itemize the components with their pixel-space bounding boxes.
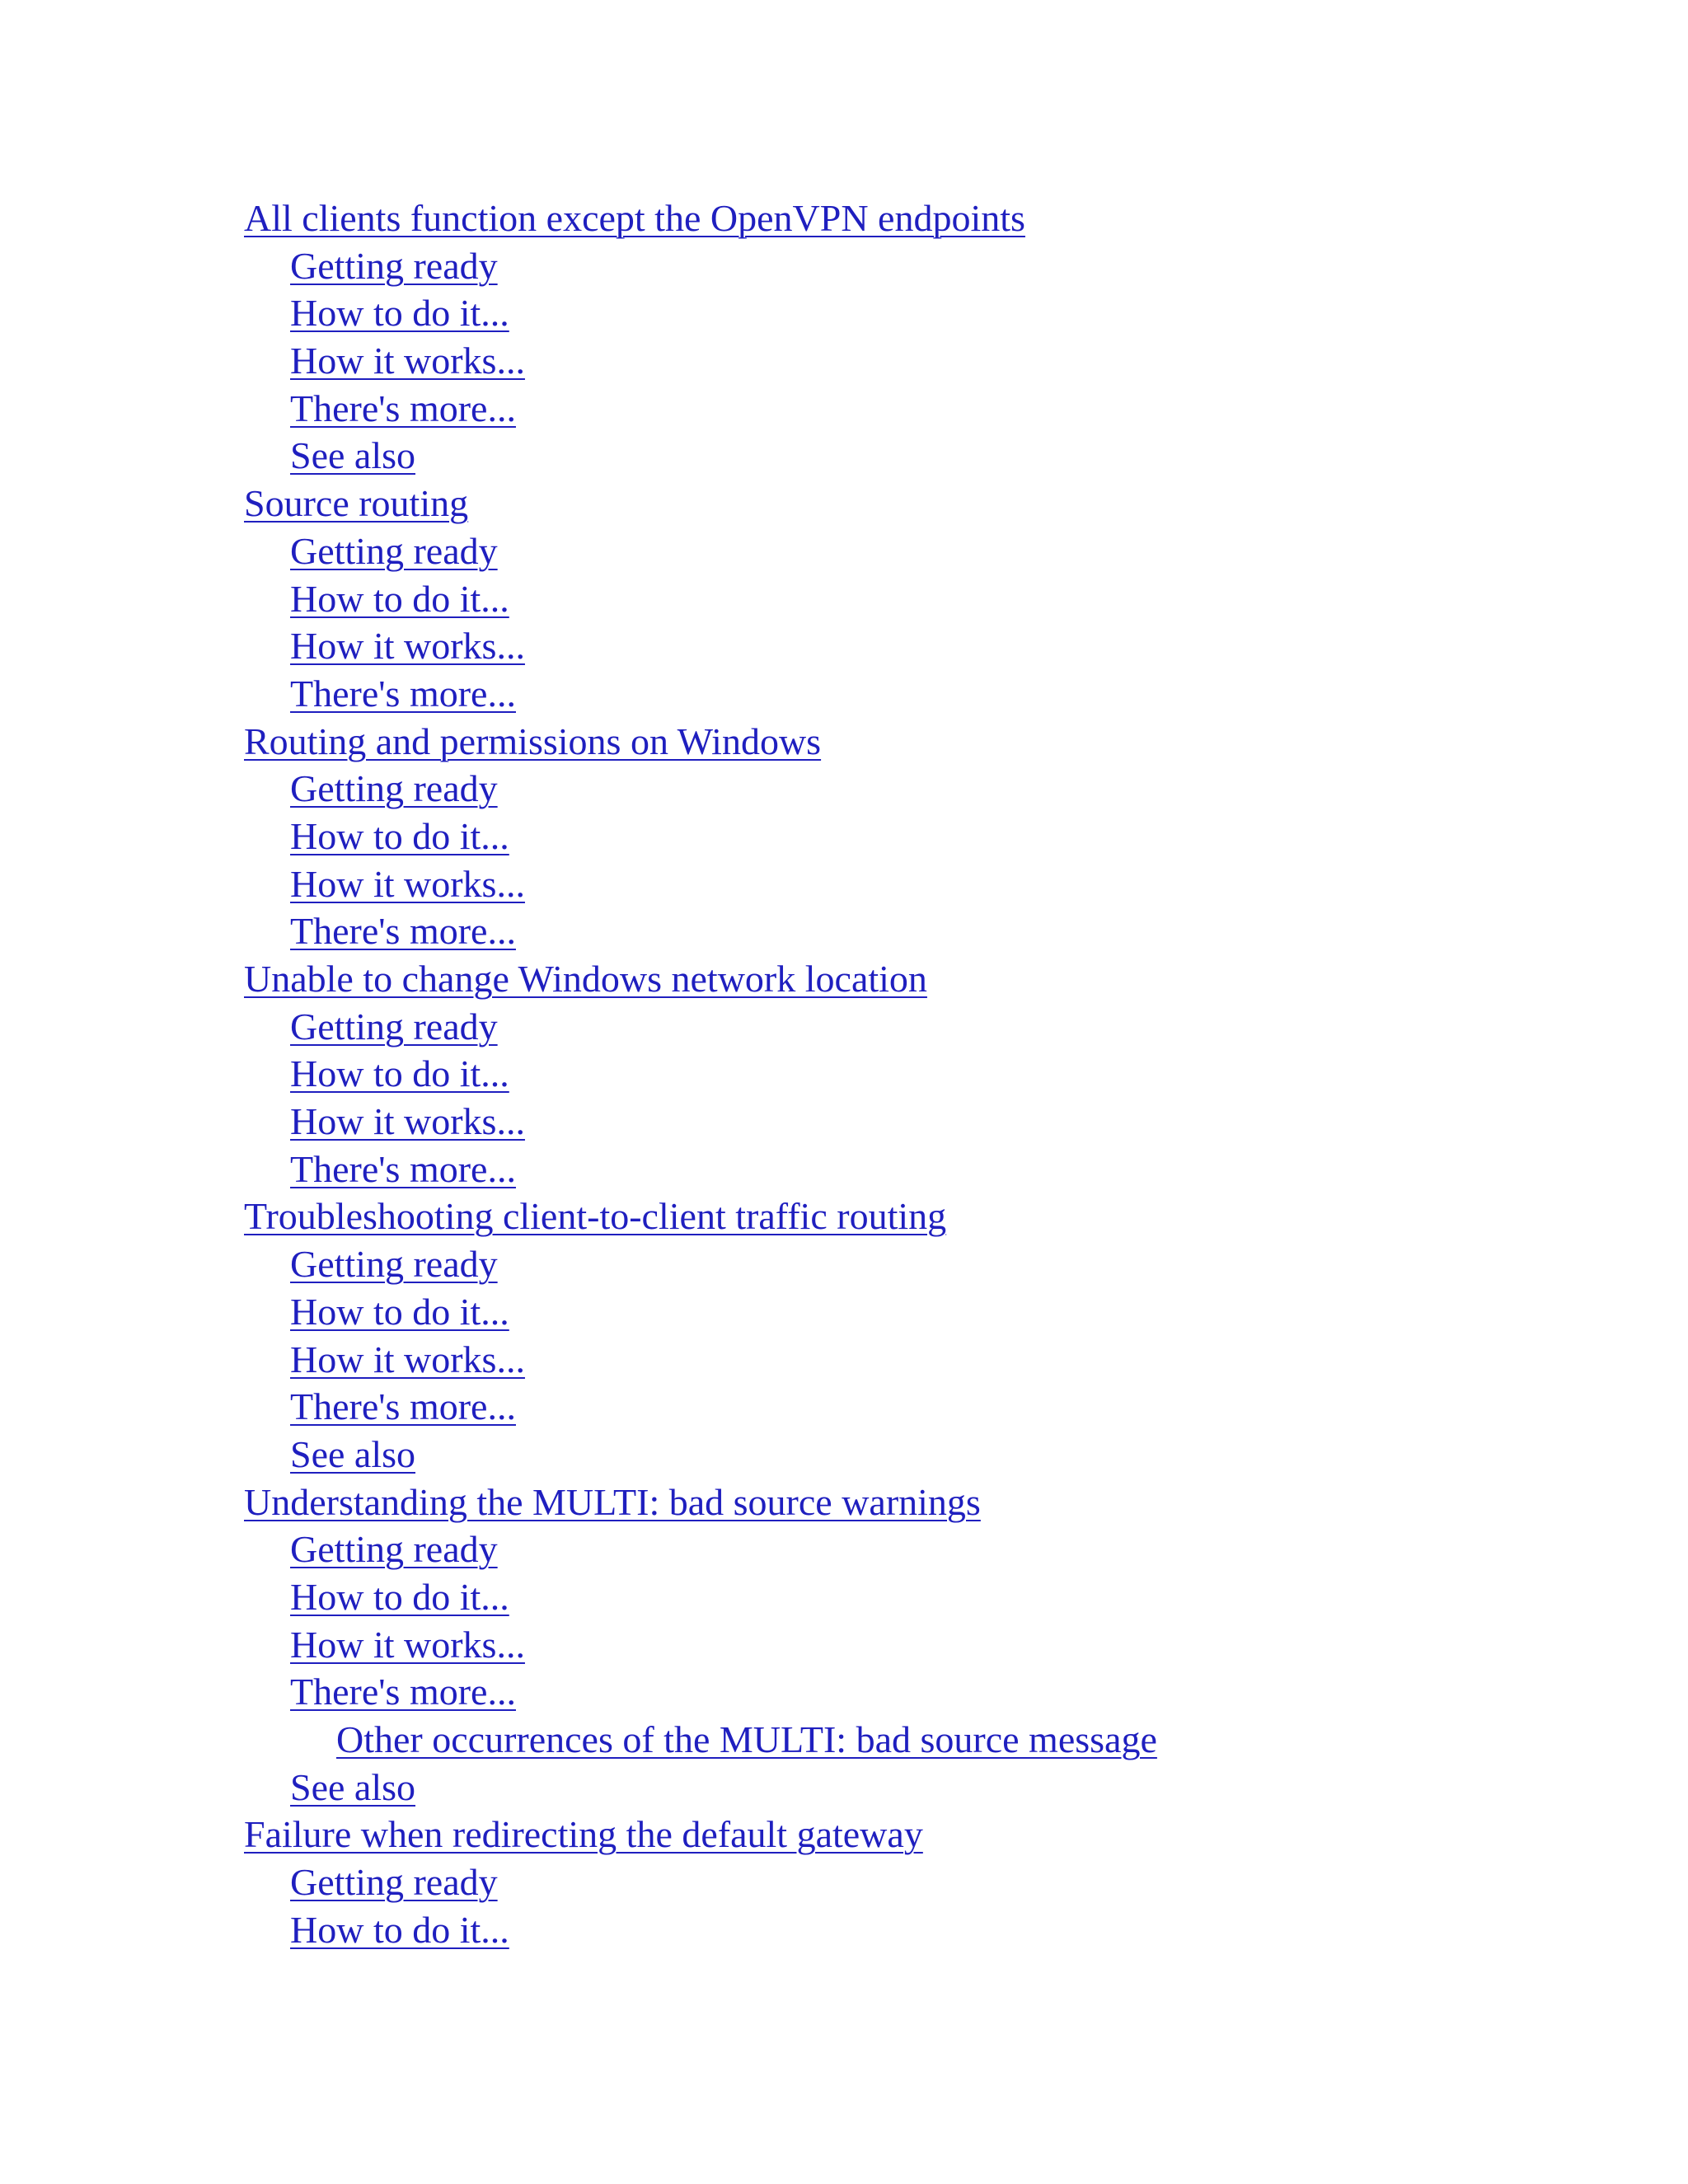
toc-entry bbox=[244, 1621, 1157, 1669]
toc-entry bbox=[244, 1003, 1157, 1051]
toc-link[interactable]: Routing and permissions on Windows bbox=[244, 719, 822, 762]
toc-link[interactable]: How to do it... bbox=[290, 1908, 509, 1951]
toc-entry bbox=[244, 432, 1157, 480]
toc-link[interactable]: How to do it... bbox=[290, 1575, 509, 1618]
toc-entry bbox=[244, 1858, 1157, 1906]
toc-entry bbox=[244, 1240, 1157, 1288]
toc-link[interactable]: There's more... bbox=[290, 1147, 516, 1190]
toc-entry bbox=[244, 1146, 1157, 1193]
toc-entry bbox=[244, 622, 1157, 670]
toc-link[interactable]: Getting ready bbox=[290, 244, 498, 287]
toc-entry bbox=[244, 242, 1157, 290]
toc-entry bbox=[244, 194, 1157, 242]
toc-entry bbox=[244, 1668, 1157, 1716]
toc-entry bbox=[244, 289, 1157, 337]
toc-entry bbox=[244, 1526, 1157, 1573]
toc-link[interactable]: Failure when redirecting the default gateway bbox=[244, 1813, 923, 1856]
toc-link[interactable]: Getting ready bbox=[290, 1528, 498, 1571]
toc-entry bbox=[244, 480, 1157, 527]
toc-entry bbox=[244, 337, 1157, 385]
toc-link[interactable]: How it works... bbox=[290, 1623, 525, 1666]
toc-entry bbox=[244, 1336, 1157, 1384]
toc-entry bbox=[244, 907, 1157, 955]
toc-entry bbox=[244, 1906, 1157, 1954]
toc-entry bbox=[244, 670, 1157, 718]
toc-link[interactable]: Getting ready bbox=[290, 529, 498, 572]
toc-link[interactable]: All clients function except the OpenVPN endpoints bbox=[244, 197, 1025, 239]
toc-entry bbox=[244, 1716, 1157, 1764]
toc-entry bbox=[244, 718, 1157, 766]
toc-entry bbox=[244, 1764, 1157, 1811]
toc-link[interactable]: Understanding the MULTI: bad source warnings bbox=[244, 1480, 981, 1523]
toc-entry bbox=[244, 1098, 1157, 1146]
toc-entry bbox=[244, 1193, 1157, 1240]
toc-entry bbox=[244, 955, 1157, 1003]
toc-link[interactable]: Getting ready bbox=[290, 1243, 498, 1286]
toc-entry bbox=[244, 860, 1157, 908]
table-of-contents bbox=[244, 194, 1157, 1953]
toc-link[interactable]: There's more... bbox=[290, 910, 516, 953]
toc-link[interactable]: There's more... bbox=[290, 1385, 516, 1428]
toc-link[interactable]: Unable to change Windows network location bbox=[244, 958, 927, 1000]
toc-entry bbox=[244, 1383, 1157, 1431]
toc-link[interactable]: How to do it... bbox=[290, 814, 509, 857]
toc-entry bbox=[244, 527, 1157, 575]
toc-link[interactable]: Other occurrences of the MULTI: bad source message bbox=[336, 1718, 1157, 1760]
toc-link[interactable]: How it works... bbox=[290, 340, 525, 382]
toc-link[interactable]: Getting ready bbox=[290, 1861, 498, 1904]
toc-link[interactable]: How it works... bbox=[290, 862, 525, 905]
toc-entry bbox=[244, 1573, 1157, 1621]
toc-entry bbox=[244, 1431, 1157, 1479]
toc-link[interactable]: How to do it... bbox=[290, 577, 509, 620]
toc-link[interactable]: How to do it... bbox=[290, 1290, 509, 1333]
toc-entry bbox=[244, 1050, 1157, 1098]
toc-link[interactable]: How to do it... bbox=[290, 1052, 509, 1095]
toc-entry bbox=[244, 1479, 1157, 1526]
toc-link[interactable]: How it works... bbox=[290, 625, 525, 668]
toc-entry bbox=[244, 813, 1157, 860]
toc-link[interactable]: See also bbox=[290, 1765, 416, 1808]
toc-link[interactable]: There's more... bbox=[290, 672, 516, 715]
toc-entry bbox=[244, 385, 1157, 433]
toc-link[interactable]: There's more... bbox=[290, 387, 516, 429]
toc-link[interactable]: See also bbox=[290, 1432, 416, 1475]
toc-entry bbox=[244, 1811, 1157, 1858]
toc-link[interactable]: Troubleshooting client-to-client traffic routing bbox=[244, 1195, 947, 1238]
toc-entry bbox=[244, 1288, 1157, 1336]
toc-link[interactable]: How to do it... bbox=[290, 292, 509, 335]
toc-entry bbox=[244, 765, 1157, 813]
toc-entry bbox=[244, 575, 1157, 623]
toc-link[interactable]: See also bbox=[290, 434, 416, 477]
toc-link[interactable]: How it works... bbox=[290, 1100, 525, 1143]
toc-link[interactable]: Source routing bbox=[244, 482, 469, 525]
toc-link[interactable]: There's more... bbox=[290, 1671, 516, 1713]
toc-link[interactable]: Getting ready bbox=[290, 1005, 498, 1047]
toc-link[interactable]: How it works... bbox=[290, 1338, 525, 1380]
toc-link[interactable]: Getting ready bbox=[290, 767, 498, 810]
